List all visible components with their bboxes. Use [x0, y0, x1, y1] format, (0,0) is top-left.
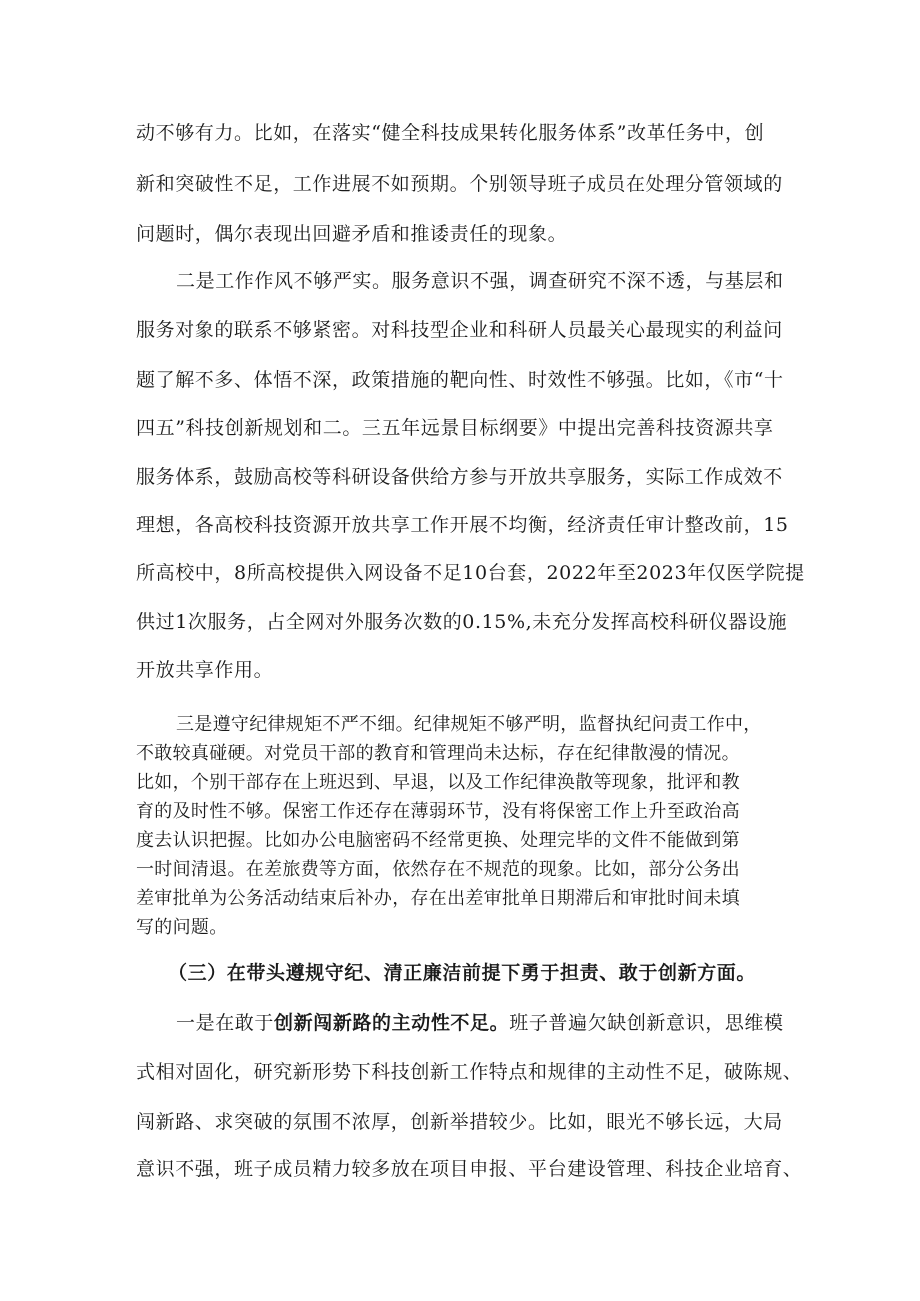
paragraph-3-line-3: 比如，个别干部存在上班迟到、早退，以及工作纪律涣散等现象，批评和教 — [136, 772, 740, 793]
paragraph-2-line-6: 理想，各高校科技资源开放共享工作开展不均衡，经济责任审计整改前，15 — [136, 514, 789, 536]
paragraph-3-line-1: 三是遵守纪律规矩不严不细。纪律规矩不够严明，监督执纪问责工作中， — [176, 714, 762, 735]
paragraph-4-line-4: 意识不强，班子成员精力较多放在项目申报、平台建设管理、科技企业培育、 — [136, 1158, 803, 1180]
section-heading: （三）在带头遵规守纪、清正廉洁前提下勇于担责、敢于创新方面。 — [168, 962, 757, 984]
paragraph-1-line-1: 动不够有力。比如，在落实“健全科技成果转化服务体系”改革任务中，创 — [136, 122, 765, 144]
paragraph-2-line-9: 开放共享作用。 — [136, 659, 274, 681]
paragraph-4-lead: 一是在敢于 — [176, 1012, 275, 1034]
paragraph-1-line-2: 新和突破性不足，工作进展不如预期。个别领导班子成员在处理分管领域的 — [136, 173, 783, 195]
paragraph-2-line-3: 题了解不多、体悟不深，政策措施的靶向性、时效性不够强。比如，《市“十 — [136, 369, 784, 391]
paragraph-2-line-5: 服务体系，鼓励高校等科研设备供给方参与开放共享服务，实际工作成效不 — [136, 466, 783, 488]
paragraph-4-rest: 班子普遍欠缺创新意识，思维模 — [509, 1012, 784, 1034]
paragraph-3-line-4: 育的及时性不够。保密工作还存在薄弱环节，没有将保密工作上升至政治高 — [136, 801, 740, 822]
paragraph-1-line-3: 问题时，偶尔表现出回避矛盾和推诿责任的现象。 — [136, 223, 568, 245]
paragraph-3-line-7: 差审批单为公务活动结束后补办，存在出差审批单日期滞后和审批时间未填 — [136, 888, 740, 909]
paragraph-3-line-6: 一时间清退。在差旅费等方面，依然存在不规范的现象。比如，部分公务出 — [136, 859, 740, 880]
paragraph-4-emphasis: 创新闯新路的主动性不足。 — [274, 1012, 510, 1034]
paragraph-2-line-4: 四五”科技创新规划和二。三五年远景目标纲要》中提出完善科技资源共享 — [136, 417, 774, 439]
paragraph-2-line-8: 供过1次服务，占全网对外服务次数的0.15%,未充分发挥高校科研仪器设施 — [136, 611, 788, 633]
paragraph-2-line-2: 服务对象的联系不够紧密。对科技型企业和科研人员最关心最现实的利益问 — [136, 319, 783, 341]
paragraph-4-line-2: 式相对固化，研究新形势下科技创新工作特点和规律的主动性不足，破陈规、 — [136, 1061, 803, 1083]
paragraph-2-line-1: 二是工作作风不够严实。服务意识不强，调查研究不深不透，与基层和 — [176, 270, 784, 292]
paragraph-3-line-2: 不敢较真碰硬。对党员干部的教育和管理尚未达标，存在纪律散漫的情况。 — [136, 743, 740, 764]
paragraph-4-line-1 — [176, 1011, 784, 1035]
paragraph-3-line-8: 写的问题。 — [136, 917, 228, 938]
paragraph-3-line-5: 度去认识把握。比如办公电脑密码不经常更换、处理完毕的文件不能做到第 — [136, 830, 740, 851]
paragraph-4-line-3: 闯新路、求突破的氛围不浓厚，创新举措较少。比如，眼光不够长远，大局 — [136, 1111, 783, 1133]
paragraph-2-line-7: 所高校中，8所高校提供入网设备不足10台套，2022年至2023年仅医学院提 — [136, 562, 805, 584]
